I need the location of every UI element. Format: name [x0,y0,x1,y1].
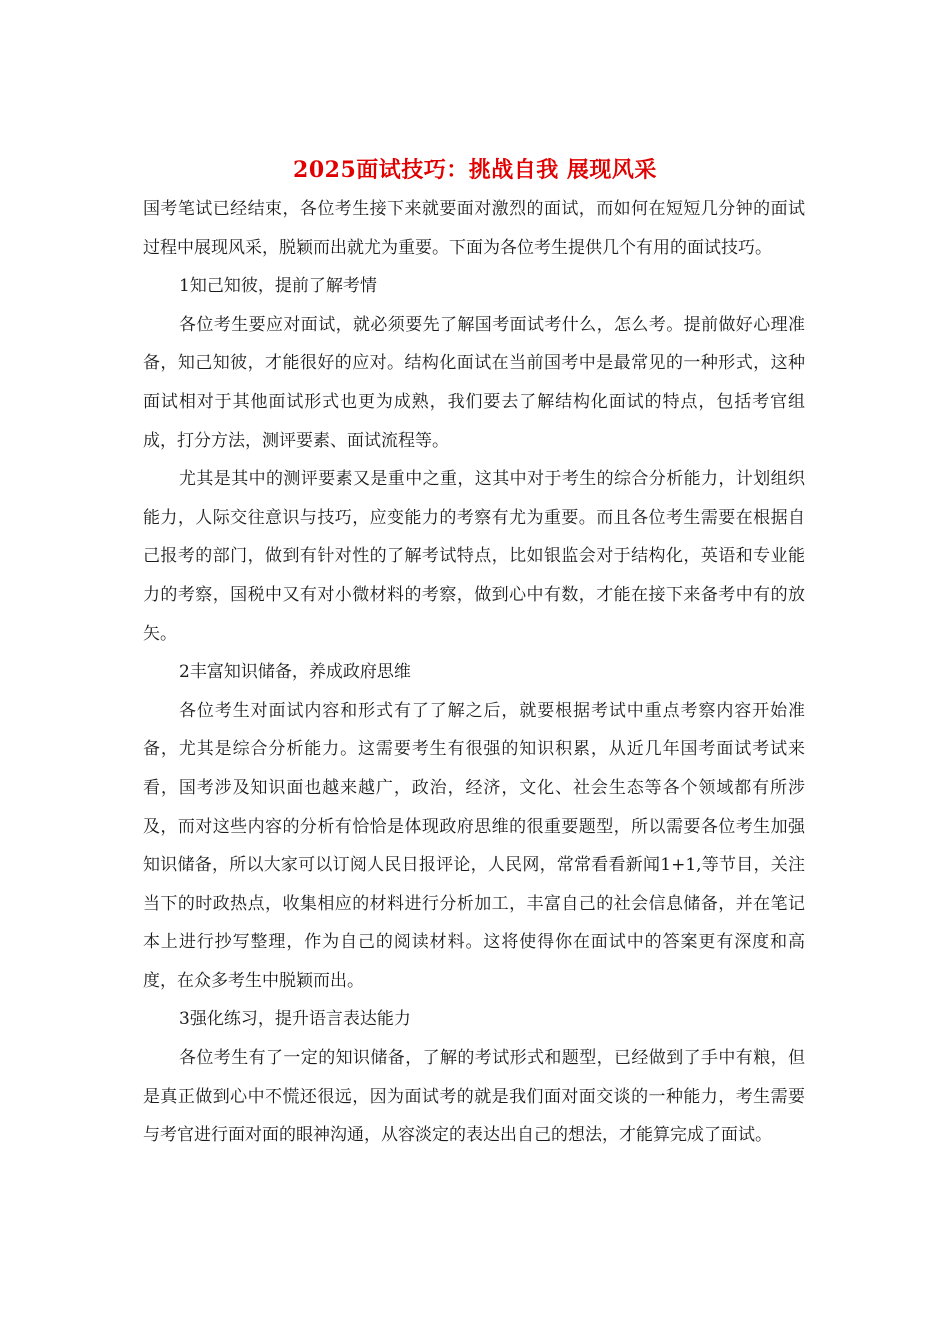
section-heading-3: 3强化练习，提升语言表达能力 [179,1009,411,1030]
section-heading-2: 2丰富知识储备，养成政府思维 [179,662,411,683]
body-paragraph: 尤其是其中的测评要素又是重中之重，这其中对于考生的综合分析能力，计划组织能力，人际交往意识与技巧，应变能力的考察有尤为重要。而且各位考生需要在根据自己报考的部门，做到有针对性的了解考试特点，比如银监会对于结构化，英语和专业能力的考察，国税中又有对小微材料的考察，做到心中有数，才能在接下来备考中有的放矢。 [143,469,805,644]
section-heading-1: 1知己知彼，提前了解考情 [179,276,377,297]
intro-paragraph: 国考笔试已经结束，各位考生接下来就要面对激烈的面试，而如何在短短几分钟的面试过程中展现风采，脱颖而出就尤为重要。下面为各位考生提供几个有用的面试技巧。 [143,199,805,258]
document-body [143,190,805,1155]
body-paragraph: 各位考生有了一定的知识储备，了解的考试形式和题型，已经做到了手中有粮，但是真正做到心中不慌还很远，因为面试考的就是我们面对面交谈的一种能力，考生需要与考官进行面对面的眼神沟通，从容淡定的表达出自己的想法，才能算完成了面试。 [143,1048,805,1146]
body-paragraph: 各位考生对面试内容和形式有了了解之后，就要根据考试中重点考察内容开始准备，尤其是综合分析能力。这需要考生有很强的知识积累，从近几年国考面试考试来看，国考涉及知识面也越来越广，政治，经济，文化、社会生态等各个领域都有所涉及，而对这些内容的分析有恰恰是体现政府思维的很重要题型，所以需要各位考生加强知识储备，所以大家可以订阅人民日报评论，人民网，常常看看新闻1+1,等节目，关注当下的时政热点，收集相应的材料进行分析加工，丰富自己的社会信息储备，并在笔记本上进行抄写整理，作为自己的阅读材料。这将使得你在面试中的答案更有深度和高度，在众多考生中脱颖而出。 [143,700,805,991]
body-paragraph: 各位考生要应对面试，就必须要先了解国考面试考什么，怎么考。提前做好心理准备，知己知彼，才能很好的应对。结构化面试在当前国考中是最常见的一种形式，这种面试相对于其他面试形式也更为成熟，我们要去了解结构化面试的特点，包括考官组成，打分方法，测评要素、面试流程等。 [143,314,805,451]
document-title: 2025面试技巧：挑战自我 展现风采 [293,157,657,183]
